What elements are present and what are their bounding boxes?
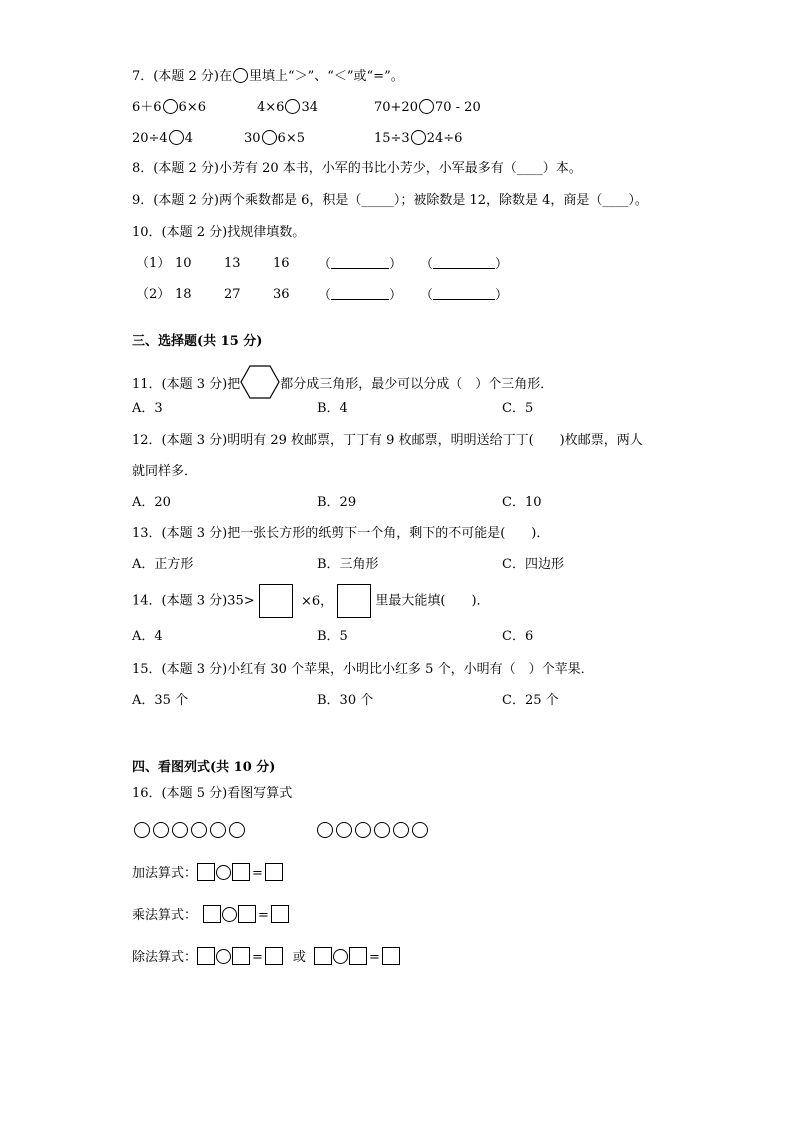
answer-square[interactable] (382, 947, 400, 965)
q10-number: 27 (224, 287, 241, 302)
q15-option-a[interactable]: A．35 个 (132, 693, 189, 708)
q10-number: 10 (175, 256, 192, 271)
circle-icon (393, 822, 409, 838)
answer-square[interactable] (238, 905, 256, 923)
circle-icon (317, 822, 333, 838)
q14-option-a[interactable]: A．4 (132, 629, 163, 644)
circle-icon (172, 822, 188, 838)
q10-answer-blank[interactable]: （ ） (420, 257, 509, 272)
q11-text: 11．(本题 3 分)把 都分成三角形，最少可以分成（ ）个三角形． (132, 365, 553, 399)
q13-option-b[interactable]: B．三角形 (317, 557, 379, 572)
circle-icon (355, 822, 371, 838)
multiplication-equation: 乘法算式： = (132, 905, 289, 924)
q14-option-c[interactable]: C．6 (502, 629, 534, 644)
compare-circle-input[interactable] (285, 99, 300, 114)
q14-option-b[interactable]: B．5 (317, 629, 348, 644)
section-4-heading: 四、看图列式(共 10 分) (132, 760, 276, 775)
q13-text: 13．(本题 3 分)把一张长方形的纸剪下一个角，剩下的不可能是( )． (132, 526, 550, 541)
q15-option-c[interactable]: C．25 个 (502, 693, 559, 708)
q12-option-c[interactable]: C．10 (502, 495, 542, 510)
q12-text: 12．(本题 3 分)明明有 29 枚邮票，丁丁有 9 枚邮票，明明送给丁丁( )枚邮票，两人 (132, 433, 643, 448)
q7-item: 20÷4 4 (132, 131, 193, 146)
q13-option-c[interactable]: C．四边形 (502, 557, 564, 572)
circle-icon (191, 822, 207, 838)
circle-icon (210, 822, 226, 838)
q10-number: 13 (224, 256, 241, 271)
q10-answer-blank[interactable]: （ ） (420, 288, 509, 303)
q14-text: 14．(本题 3 分)35> ×6， 里最大能填( )． (132, 584, 490, 619)
operator-circle-input[interactable] (216, 949, 231, 964)
q13-option-a[interactable]: A．正方形 (132, 557, 194, 572)
compare-circle-input[interactable] (169, 130, 184, 145)
circle-icon (134, 822, 150, 838)
q10-title: 10．(本题 2 分)找规律填数。 (132, 225, 306, 240)
q12-option-b[interactable]: B．29 (317, 495, 357, 510)
q10-answer-blank[interactable]: （ ） (318, 257, 403, 272)
q7-item: 6＋6 6×6 (132, 100, 206, 115)
answer-square[interactable] (259, 584, 293, 618)
hexagon-icon (240, 365, 280, 399)
circle-icon (153, 822, 169, 838)
answer-square[interactable] (271, 905, 289, 923)
answer-square[interactable] (314, 947, 332, 965)
compare-circle-input[interactable] (262, 130, 277, 145)
q7-item: 4×6 34 (257, 100, 318, 115)
q11-option-a[interactable]: A．3 (132, 401, 163, 416)
answer-square[interactable] (265, 863, 283, 881)
q7-item: 15÷3 24÷6 (374, 131, 463, 146)
answer-square[interactable] (197, 863, 215, 881)
circle-group-1 (134, 822, 248, 843)
q10-row-label: （2） (136, 287, 171, 302)
q10-number: 16 (273, 256, 290, 271)
q10-number: 36 (273, 287, 290, 302)
q11-option-c[interactable]: C．5 (502, 401, 534, 416)
q12-text-cont: 就同样多． (132, 464, 198, 479)
circle-icon (233, 68, 248, 83)
answer-square[interactable] (203, 905, 221, 923)
q9-text: 9．(本题 2 分)两个乘数都是 6，积是（_____）；被除数是 12，除数是 4，商是（____）。 (132, 193, 648, 208)
q10-row-label: （1） (136, 256, 171, 271)
operator-circle-input[interactable] (222, 907, 237, 922)
q15-option-b[interactable]: B．30 个 (317, 693, 374, 708)
compare-circle-input[interactable] (419, 99, 434, 114)
circle-group-2 (317, 822, 431, 843)
q8-text: 8．(本题 2 分)小芳有 20 本书，小军的书比小芳少，小军最多有（____）本。 (132, 161, 582, 176)
answer-square[interactable] (265, 947, 283, 965)
q11-option-b[interactable]: B．4 (317, 401, 348, 416)
answer-square[interactable] (349, 947, 367, 965)
operator-circle-input[interactable] (216, 865, 231, 880)
answer-square[interactable] (232, 863, 250, 881)
answer-square[interactable] (232, 947, 250, 965)
q16-title: 16．(本题 5 分)看图写算式 (132, 786, 293, 801)
circle-icon (336, 822, 352, 838)
q10-answer-blank[interactable]: （ ） (318, 288, 403, 303)
division-equation: 除法算式： = 或 = (132, 947, 400, 966)
answer-square[interactable] (197, 947, 215, 965)
q7-title: 7．(本题 2 分)在 里填上“＞”、“＜”或“=”。 (132, 69, 404, 84)
compare-circle-input[interactable] (411, 130, 426, 145)
q10-number: 18 (175, 287, 192, 302)
addition-equation: 加法算式： = (132, 863, 283, 882)
q7-item: 70+20 70 - 20 (374, 100, 481, 115)
q7-item: 30 6×5 (244, 131, 305, 146)
q15-text: 15．(本题 3 分)小红有 30 个苹果，小明比小红多 5 个，小明有（ ）个苹果． (132, 662, 594, 677)
compare-circle-input[interactable] (163, 99, 178, 114)
section-3-heading: 三、选择题(共 15 分) (132, 334, 263, 349)
circle-icon (412, 822, 428, 838)
operator-circle-input[interactable] (333, 949, 348, 964)
circle-icon (374, 822, 390, 838)
circle-icon (229, 822, 245, 838)
q12-option-a[interactable]: A．20 (132, 495, 171, 510)
answer-square[interactable] (337, 584, 371, 618)
